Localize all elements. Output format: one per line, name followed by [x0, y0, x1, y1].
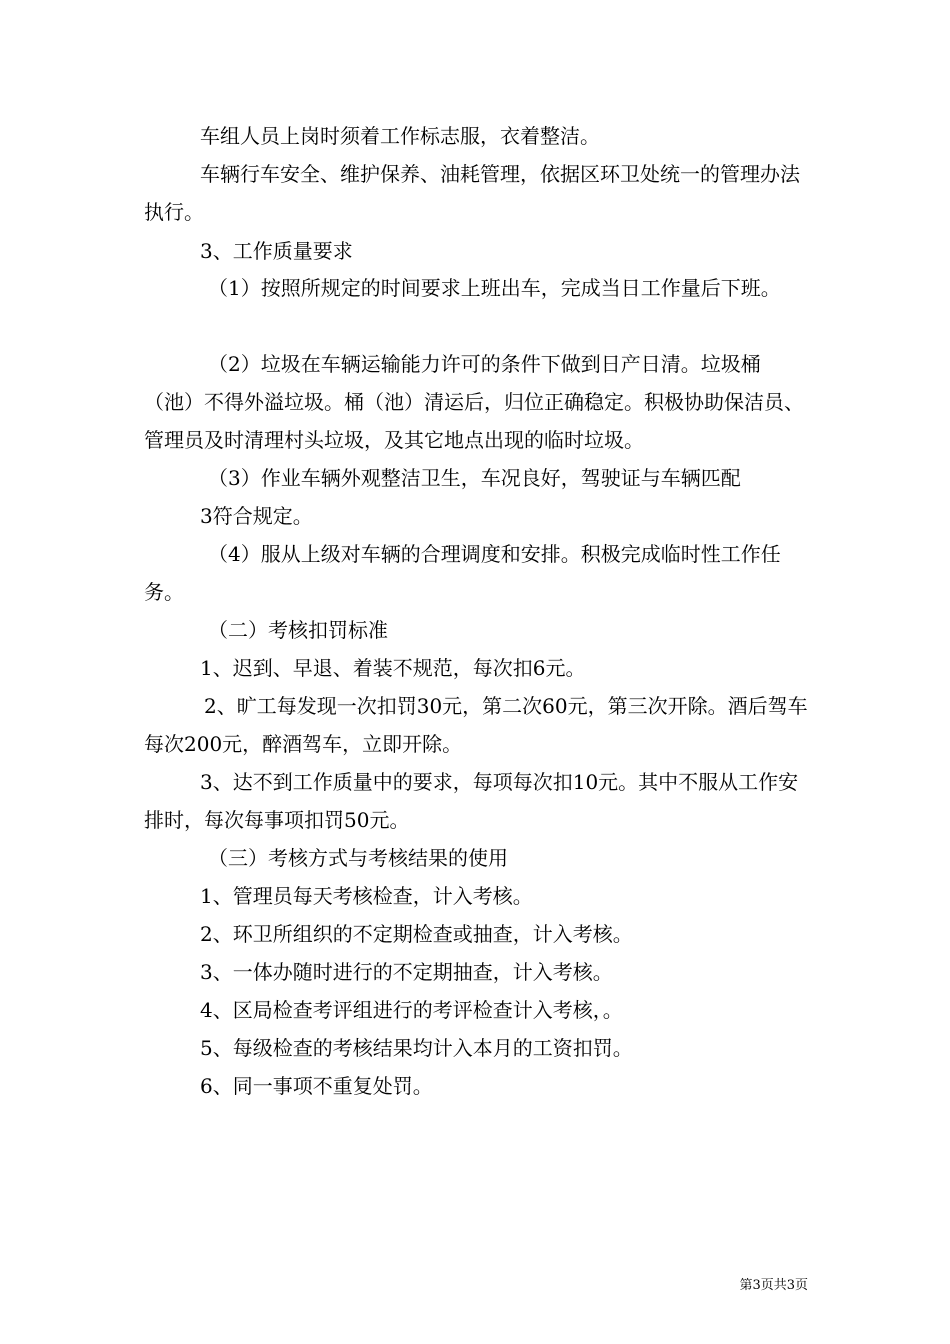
page-number: 第3页共3页 — [739, 1278, 808, 1293]
paragraph-method-4: 4、区局检查考评组进行的考评检查计入考核，。 — [200, 998, 623, 1022]
paragraph-penalty-3: 3、达不到工作质量中的要求，每项每次扣10元。其中不服从工作安排时，每次每事项扣罚50元。 — [144, 770, 799, 832]
heading-work-quality: 3、工作质量要求 — [200, 239, 353, 263]
paragraph-item-1: （1）按照所规定的时间要求上班出车，完成当日工作量后下班。 — [208, 276, 781, 300]
paragraph-method-5: 5、每级检查的考核结果均计入本月的工资扣罚。 — [200, 1036, 633, 1060]
paragraph-method-2: 2、环卫所组织的不定期检查或抽查，计入考核。 — [200, 922, 633, 946]
paragraph-method-6: 6、同一事项不重复处罚。 — [200, 1074, 433, 1098]
paragraph-vehicle-management: 车辆行车安全、维护保养、油耗管理，依据区环卫处统一的管理办法执行。 — [144, 162, 800, 224]
paragraph-item-2: （2）垃圾在车辆运输能力许可的条件下做到日产日清。垃圾桶（池）不得外溢垃圾。桶（池）清运后，归位正确稳定。积极协助保洁员、管理员及时清理村头垃圾，及其它地点出现的临时垃圾。 — [144, 352, 804, 452]
paragraph-method-3: 3、一体办随时进行的不定期抽查，计入考核。 — [200, 960, 613, 984]
paragraph-penalty-1: 1、迟到、早退、着装不规范，每次扣6元。 — [200, 656, 586, 680]
paragraph-item-3: （3）作业车辆外观整洁卫生，车况良好，驾驶证与车辆匹配 — [208, 466, 741, 490]
heading-assessment-methods: （三）考核方式与考核结果的使用 — [208, 846, 508, 870]
paragraph-uniform: 车组人员上岗时须着工作标志服，衣着整洁。 — [200, 124, 600, 148]
paragraph-penalty-2: 2、旷工每发现一次扣罚30元，第二次60元，第三次开除。酒后驾车每次200元，醉酒驾车，立即开除。 — [144, 694, 808, 756]
paragraph-item-4: （4）服从上级对车辆的合理调度和安排。积极完成临时性工作任务。 — [144, 542, 781, 604]
heading-penalty-standards: （二）考核扣罚标准 — [208, 618, 388, 642]
paragraph-item-3-continued: 3符合规定。 — [200, 504, 313, 528]
paragraph-method-1: 1、管理员每天考核检查，计入考核。 — [200, 884, 533, 908]
